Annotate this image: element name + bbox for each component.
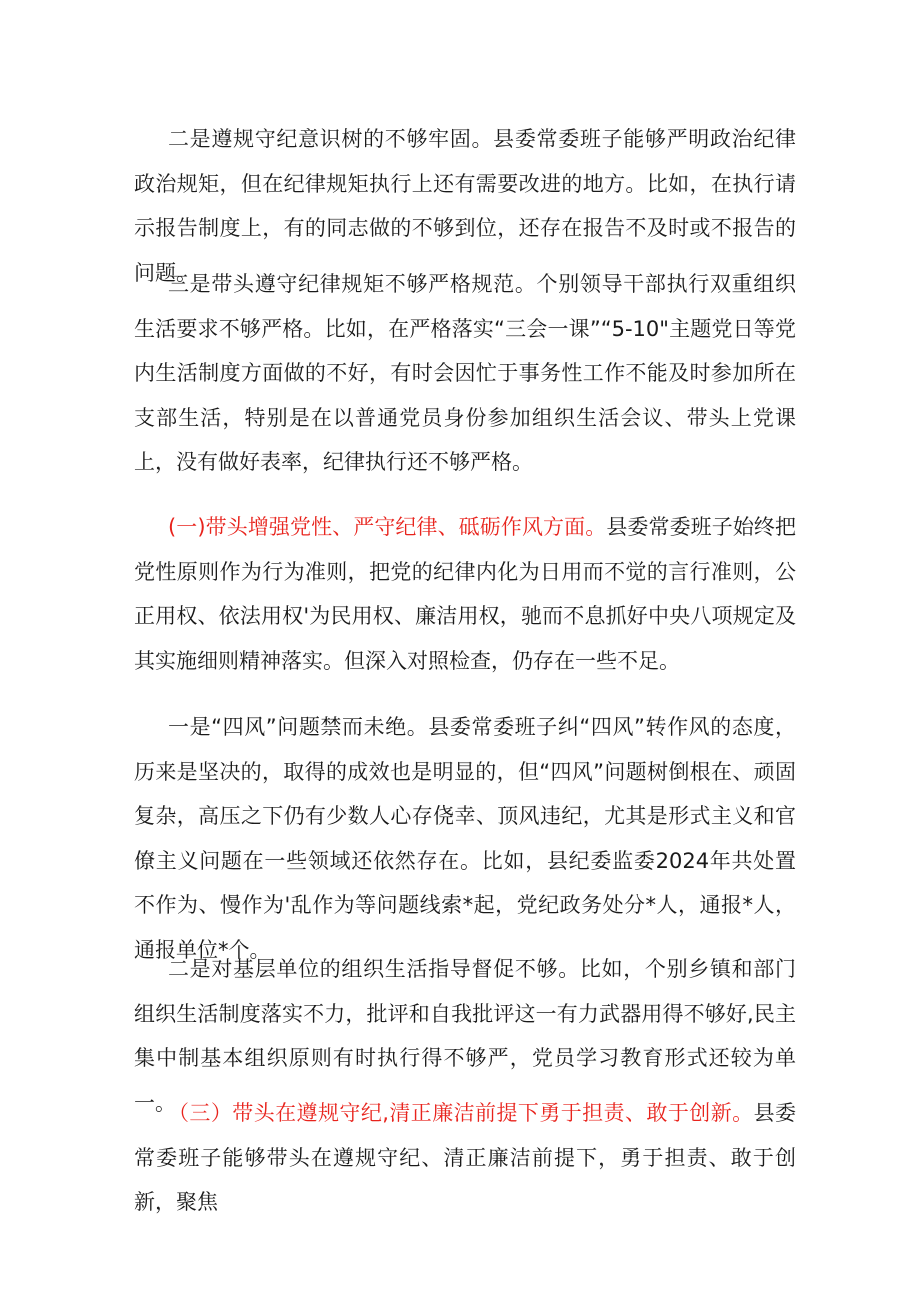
section-heading: (一)带头增强党性、严守纪律、砥砺作风方面。 [168, 515, 607, 539]
section-heading: （三）带头在遵规守纪,清正廉洁前提下勇于担责、敢于创新。 [168, 1101, 754, 1125]
paragraph-text: 三是带头遵守纪律规矩不够严格规范。个别领导干部执行双重组织生活要求不够严格。比如，在严格落实“三会一课”“5-10"主题党日等党内生活制度方面做的不好，有时会因忙于事务性工作不能及时参加所在支部生活，特别是在以普通党员身份参加组织生活会议、带头上党课上，没有做好表率，纪律执行还不够严格。 [134, 272, 796, 474]
paragraph-text: 县委常委班子能够带头在遵规守纪、清正廉洁前提下，勇于担责、敢于创新，聚焦 [134, 1101, 796, 1214]
paragraph-text: 二是遵规守纪意识树的不够牢固。县委常委班子能够严明政治纪律政治规矩，但在纪律规矩执行上还有需要改进的地方。比如，在执行请示报告制度上，有的同志做的不够到位，还存在报告不及时或不报告的问题。 [134, 127, 796, 285]
paragraph-section-three [134, 1091, 796, 1225]
paragraph-section-one [134, 505, 796, 683]
paragraph-rules-compliance [134, 262, 796, 485]
paragraph-text: 二是对基层单位的组织生活指导督促不够。比如，个别乡镇和部门组织生活制度落实不力，批评和自我批评这一有力武器用得不够好,民主集中制基本组织原则有时执行得不够严，党员学习教育形式还较为单一。 [134, 957, 796, 1115]
paragraph-text: 县委常委班子始终把党性原则作为行为准则，把党的纪律内化为日用而不觉的言行准则，公正用权、依法用权'为民用权、廉洁用权，驰而不息抓好中央八项规定及其实施细则精神落实。但深入对照检查，仍存在一些不足。 [134, 515, 797, 673]
paragraph-text: 一是“四风”问题禁而未绝。县委常委班子纠“四风”转作风的态度，历来是坚决的，取得的成效也是明显的，但“四风”问题树倒根在、顽固复杂，高压之下仍有少数人心存侥幸、顶风违纪，尤其是形式主义和官僚主义问题在一些领域还依然存在。比如，县纪委监委2024年共处置不作为、慢作为'乱作为等问题线索*起，党纪政务处分*人，通报*人，通报单位*个。 [134, 715, 796, 962]
paragraph-four-winds [134, 705, 796, 972]
